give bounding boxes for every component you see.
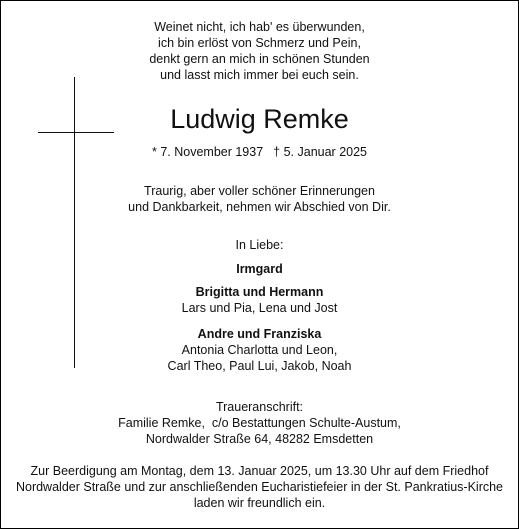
grandchildren: Carl Theo, Paul Lui, Jakob, Noah [167, 359, 352, 373]
family-group-title: Andre und Franziska [197, 327, 322, 341]
birth-date: * 7. November 1937 [151, 145, 264, 159]
poem-line: denkt gern an mich in schönen Stunden [149, 52, 370, 66]
funeral-line: laden wir freundlich ein. [193, 496, 326, 510]
grandchildren: Lars und Pia, Lena und Jost [181, 301, 338, 315]
grandchildren: Antonia Charlotta und Leon, [181, 343, 338, 357]
funeral-line: Zur Beerdigung am Montag, dem 13. Januar 2025, um 13.30 Uhr auf dem Friedhof [30, 464, 489, 478]
farewell-line: Traurig, aber voller schöner Erinnerungen [144, 184, 375, 198]
family-group-1 [1, 284, 518, 316]
poem-line: ich bin erlöst von Schmerz und Pein, [158, 36, 361, 50]
death-date: † 5. Januar 2025 [273, 145, 367, 159]
in-love-label: In Liebe: [235, 238, 284, 252]
farewell-line: und Dankbarkeit, nehmen wir Abschied von Dir. [128, 200, 391, 214]
funeral-invitation [1, 463, 518, 511]
family-group-title: Brigitta und Hermann [195, 285, 324, 299]
family-group-2 [1, 326, 518, 374]
life-dates [1, 144, 518, 160]
address-heading: Traueranschrift: [215, 400, 304, 414]
address-line: Familie Remke, c/o Bestattungen Schulte-Austum, [118, 416, 401, 430]
farewell-text [1, 183, 518, 215]
deceased-name: Ludwig Remke [170, 104, 349, 134]
wife-name: Irmgard [236, 262, 283, 276]
poem-line: Weinet nicht, ich hab' es überwunden, [154, 20, 365, 34]
mourning-address [1, 399, 518, 447]
funeral-line: Nordwalder Straße und zur anschließenden Eucharistiefeier in der St. Pankratius-Kirche [15, 480, 504, 494]
address-line: Nordwalder Straße 64, 48282 Emsdetten [145, 432, 374, 446]
poem [1, 19, 518, 83]
poem-line: und lasst mich immer bei euch sein. [160, 68, 359, 82]
